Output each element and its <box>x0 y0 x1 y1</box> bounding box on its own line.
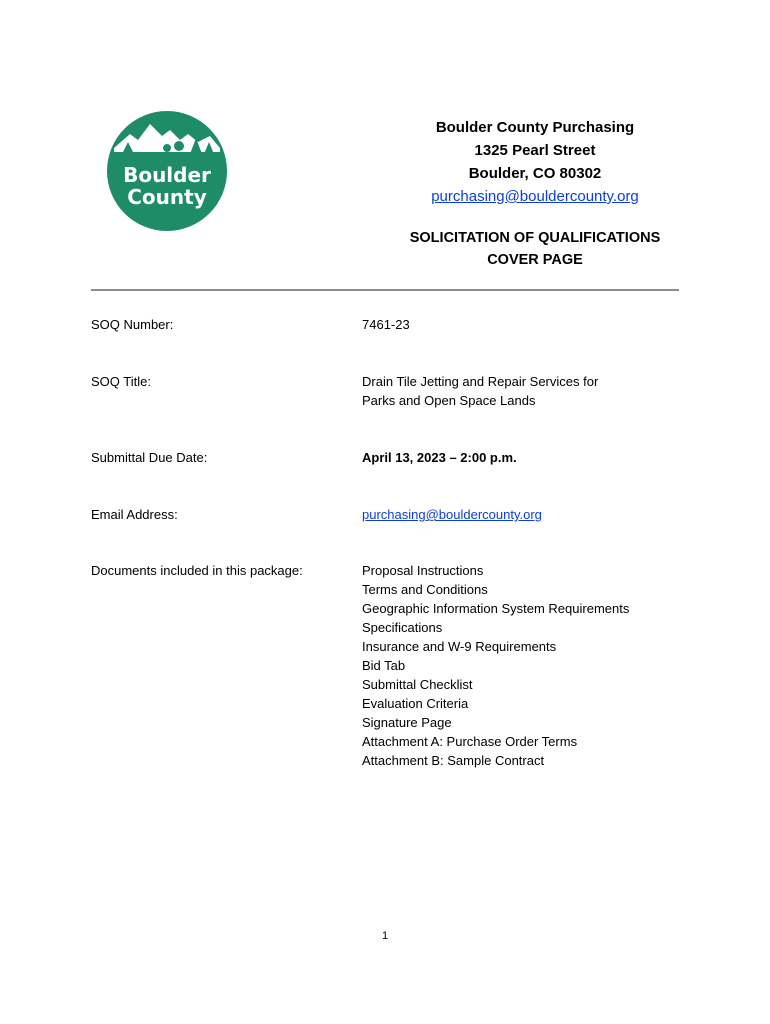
list-item: Submittal Checklist <box>362 677 473 692</box>
email-label: Email Address: <box>91 507 178 522</box>
page-number: 1 <box>381 930 389 942</box>
divider <box>91 289 679 291</box>
soq-number-label: SOQ Number: <box>91 317 174 332</box>
list-item: Evaluation Criteria <box>362 696 469 711</box>
title-line1: SOLICITATION OF QUALIFICATIONS <box>409 230 661 246</box>
list-item: Bid Tab <box>362 658 406 673</box>
purchasing-header <box>390 116 680 208</box>
list-item: Attachment A: Purchase Order Terms <box>362 734 578 749</box>
email-link[interactable]: purchasing@bouldercounty.org <box>362 507 542 522</box>
soq-title-label: SOQ Title: <box>91 374 151 389</box>
list-item: Geographic Information System Requirements <box>362 601 630 616</box>
list-item: Proposal Instructions <box>362 563 484 578</box>
document-title <box>390 227 680 271</box>
street-address: 1325 Pearl Street <box>474 142 596 159</box>
list-item: Terms and Conditions <box>362 582 488 597</box>
city-state-zip: Boulder, CO 80302 <box>468 165 602 182</box>
due-date-value: April 13, 2023 – 2:00 p.m. <box>362 450 517 465</box>
list-item: Signature Page <box>362 715 452 730</box>
documents-list <box>362 561 682 770</box>
title-line2: COVER PAGE <box>487 252 583 268</box>
list-item: Insurance and W-9 Requirements <box>362 639 557 654</box>
soq-number-value: 7461-23 <box>362 317 410 332</box>
list-item: Attachment B: Sample Contract <box>362 753 545 768</box>
documents-label: Documents included in this package: <box>91 563 303 578</box>
soq-title-value <box>362 372 682 410</box>
soq-title-line2: Parks and Open Space Lands <box>362 393 536 408</box>
header-email-link[interactable]: purchasing@bouldercounty.org <box>431 188 639 205</box>
due-date-label: Submittal Due Date: <box>91 450 208 465</box>
logo-text-line2: County <box>127 185 207 209</box>
soq-title-line1: Drain Tile Jetting and Repair Services for <box>362 374 599 389</box>
org-name: Boulder County Purchasing <box>435 119 635 136</box>
list-item: Specifications <box>362 620 443 635</box>
logo-text-line1: Boulder <box>123 163 211 187</box>
boulder-county-logo <box>92 96 242 246</box>
